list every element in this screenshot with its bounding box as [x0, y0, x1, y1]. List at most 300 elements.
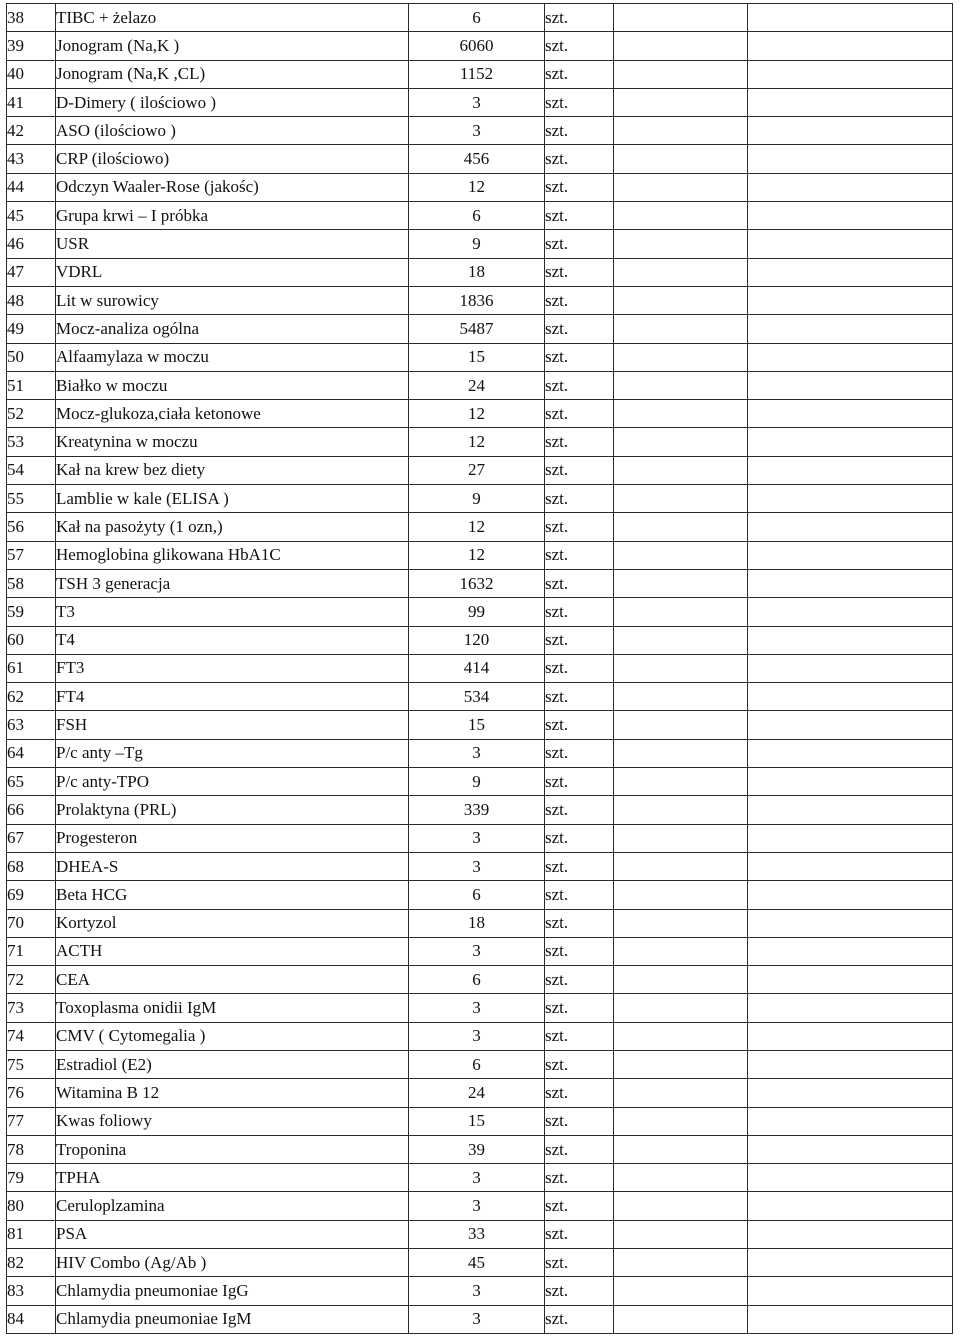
- empty-cell: [614, 1277, 748, 1305]
- unit-cell: szt.: [545, 1277, 614, 1305]
- test-name-cell: VDRL: [56, 258, 409, 286]
- row-number-cell: 74: [7, 1022, 56, 1050]
- row-number-cell: 79: [7, 1164, 56, 1192]
- quantity-cell: 339: [409, 796, 545, 824]
- empty-cell: [748, 145, 953, 173]
- test-name-cell: Beta HCG: [56, 881, 409, 909]
- empty-cell: [614, 173, 748, 201]
- empty-cell: [748, 796, 953, 824]
- unit-cell: szt.: [545, 994, 614, 1022]
- quantity-cell: 99: [409, 598, 545, 626]
- empty-cell: [748, 569, 953, 597]
- empty-cell: [748, 683, 953, 711]
- empty-cell: [614, 598, 748, 626]
- row-number-cell: 63: [7, 711, 56, 739]
- unit-cell: szt.: [545, 683, 614, 711]
- test-name-cell: CMV ( Cytomegalia ): [56, 1022, 409, 1050]
- table-row: [7, 768, 953, 796]
- empty-cell: [614, 315, 748, 343]
- test-name-cell: Kał na pasożyty (1 ozn,): [56, 513, 409, 541]
- unit-cell: szt.: [545, 1135, 614, 1163]
- empty-cell: [614, 966, 748, 994]
- unit-cell: szt.: [545, 654, 614, 682]
- quantity-cell: 27: [409, 456, 545, 484]
- test-name-cell: Estradiol (E2): [56, 1050, 409, 1078]
- quantity-cell: 24: [409, 1079, 545, 1107]
- empty-cell: [748, 711, 953, 739]
- quantity-cell: 15: [409, 343, 545, 371]
- document-page: [6, 3, 952, 1334]
- table-row: [7, 32, 953, 60]
- empty-cell: [614, 739, 748, 767]
- empty-cell: [614, 569, 748, 597]
- empty-cell: [748, 60, 953, 88]
- test-name-cell: ASO (ilościowo ): [56, 117, 409, 145]
- row-number-cell: 62: [7, 683, 56, 711]
- test-name-cell: Jonogram (Na,K ): [56, 32, 409, 60]
- empty-cell: [748, 541, 953, 569]
- unit-cell: szt.: [545, 569, 614, 597]
- empty-cell: [748, 1277, 953, 1305]
- empty-cell: [748, 202, 953, 230]
- empty-cell: [614, 711, 748, 739]
- table-row: [7, 4, 953, 32]
- row-number-cell: 52: [7, 400, 56, 428]
- table-row: [7, 1249, 953, 1277]
- empty-cell: [748, 117, 953, 145]
- unit-cell: szt.: [545, 598, 614, 626]
- row-number-cell: 44: [7, 173, 56, 201]
- empty-cell: [748, 485, 953, 513]
- row-number-cell: 56: [7, 513, 56, 541]
- empty-cell: [748, 1107, 953, 1135]
- row-number-cell: 59: [7, 598, 56, 626]
- table-row: [7, 173, 953, 201]
- test-name-cell: Mocz-glukoza,ciała ketonowe: [56, 400, 409, 428]
- empty-cell: [614, 994, 748, 1022]
- quantity-cell: 15: [409, 1107, 545, 1135]
- test-name-cell: Toxoplasma onidii IgM: [56, 994, 409, 1022]
- table-row: [7, 711, 953, 739]
- quantity-cell: 3: [409, 88, 545, 116]
- empty-cell: [614, 1220, 748, 1248]
- row-number-cell: 54: [7, 456, 56, 484]
- unit-cell: szt.: [545, 32, 614, 60]
- table-row: [7, 909, 953, 937]
- empty-cell: [748, 258, 953, 286]
- empty-cell: [748, 1220, 953, 1248]
- test-name-cell: Kał na krew bez diety: [56, 456, 409, 484]
- empty-cell: [614, 60, 748, 88]
- empty-cell: [748, 315, 953, 343]
- empty-cell: [748, 626, 953, 654]
- test-name-cell: Hemoglobina glikowana HbA1C: [56, 541, 409, 569]
- empty-cell: [614, 1022, 748, 1050]
- table-row: [7, 513, 953, 541]
- empty-cell: [614, 428, 748, 456]
- quantity-cell: 3: [409, 1192, 545, 1220]
- quantity-cell: 414: [409, 654, 545, 682]
- empty-cell: [748, 173, 953, 201]
- unit-cell: szt.: [545, 117, 614, 145]
- test-name-cell: Mocz-analiza ogólna: [56, 315, 409, 343]
- quantity-cell: 1152: [409, 60, 545, 88]
- row-number-cell: 45: [7, 202, 56, 230]
- row-number-cell: 76: [7, 1079, 56, 1107]
- test-name-cell: D-Dimery ( ilościowo ): [56, 88, 409, 116]
- quantity-cell: 9: [409, 230, 545, 258]
- table-row: [7, 485, 953, 513]
- unit-cell: szt.: [545, 768, 614, 796]
- empty-cell: [614, 824, 748, 852]
- empty-cell: [614, 456, 748, 484]
- quantity-cell: 12: [409, 173, 545, 201]
- table-row: [7, 428, 953, 456]
- empty-cell: [748, 966, 953, 994]
- empty-cell: [614, 683, 748, 711]
- quantity-cell: 3: [409, 1277, 545, 1305]
- empty-cell: [748, 937, 953, 965]
- quantity-cell: 3: [409, 824, 545, 852]
- table-row: [7, 881, 953, 909]
- empty-cell: [614, 117, 748, 145]
- empty-cell: [748, 1164, 953, 1192]
- unit-cell: szt.: [545, 60, 614, 88]
- unit-cell: szt.: [545, 456, 614, 484]
- unit-cell: szt.: [545, 286, 614, 314]
- quantity-cell: 1632: [409, 569, 545, 597]
- row-number-cell: 66: [7, 796, 56, 824]
- test-name-cell: T4: [56, 626, 409, 654]
- empty-cell: [614, 1050, 748, 1078]
- unit-cell: szt.: [545, 1022, 614, 1050]
- empty-cell: [614, 258, 748, 286]
- quantity-cell: 6: [409, 881, 545, 909]
- row-number-cell: 43: [7, 145, 56, 173]
- table-row: [7, 1192, 953, 1220]
- table-row: [7, 1050, 953, 1078]
- empty-cell: [614, 145, 748, 173]
- row-number-cell: 83: [7, 1277, 56, 1305]
- row-number-cell: 50: [7, 343, 56, 371]
- quantity-cell: 33: [409, 1220, 545, 1248]
- quantity-cell: 3: [409, 852, 545, 880]
- unit-cell: szt.: [545, 881, 614, 909]
- row-number-cell: 64: [7, 739, 56, 767]
- empty-cell: [614, 371, 748, 399]
- empty-cell: [614, 485, 748, 513]
- unit-cell: szt.: [545, 1305, 614, 1333]
- row-number-cell: 65: [7, 768, 56, 796]
- quantity-cell: 39: [409, 1135, 545, 1163]
- row-number-cell: 47: [7, 258, 56, 286]
- test-name-cell: Białko w moczu: [56, 371, 409, 399]
- row-number-cell: 57: [7, 541, 56, 569]
- empty-cell: [614, 1305, 748, 1333]
- quantity-cell: 3: [409, 1022, 545, 1050]
- empty-cell: [614, 796, 748, 824]
- unit-cell: szt.: [545, 485, 614, 513]
- row-number-cell: 82: [7, 1249, 56, 1277]
- row-number-cell: 72: [7, 966, 56, 994]
- empty-cell: [748, 824, 953, 852]
- row-number-cell: 39: [7, 32, 56, 60]
- test-name-cell: Chlamydia pneumoniae IgG: [56, 1277, 409, 1305]
- test-name-cell: Kortyzol: [56, 909, 409, 937]
- row-number-cell: 71: [7, 937, 56, 965]
- empty-cell: [748, 32, 953, 60]
- test-name-cell: Lit w surowicy: [56, 286, 409, 314]
- quantity-cell: 3: [409, 994, 545, 1022]
- empty-cell: [614, 4, 748, 32]
- table-row: [7, 456, 953, 484]
- unit-cell: szt.: [545, 88, 614, 116]
- empty-cell: [748, 400, 953, 428]
- unit-cell: szt.: [545, 1164, 614, 1192]
- unit-cell: szt.: [545, 1192, 614, 1220]
- table-row: [7, 824, 953, 852]
- table-row: [7, 994, 953, 1022]
- test-name-cell: ACTH: [56, 937, 409, 965]
- quantity-cell: 6: [409, 966, 545, 994]
- unit-cell: szt.: [545, 1107, 614, 1135]
- row-number-cell: 68: [7, 852, 56, 880]
- unit-cell: szt.: [545, 1249, 614, 1277]
- table-row: [7, 1220, 953, 1248]
- empty-cell: [748, 1050, 953, 1078]
- empty-cell: [748, 1079, 953, 1107]
- test-name-cell: Ceruloplzamina: [56, 1192, 409, 1220]
- empty-cell: [614, 768, 748, 796]
- unit-cell: szt.: [545, 315, 614, 343]
- unit-cell: szt.: [545, 824, 614, 852]
- lab-tests-table: [6, 3, 953, 1334]
- empty-cell: [748, 598, 953, 626]
- table-row: [7, 683, 953, 711]
- test-name-cell: FSH: [56, 711, 409, 739]
- row-number-cell: 67: [7, 824, 56, 852]
- empty-cell: [748, 1305, 953, 1333]
- quantity-cell: 24: [409, 371, 545, 399]
- test-name-cell: Jonogram (Na,K ,CL): [56, 60, 409, 88]
- empty-cell: [748, 1135, 953, 1163]
- test-name-cell: Lamblie w kale (ELISA ): [56, 485, 409, 513]
- table-row: [7, 1107, 953, 1135]
- quantity-cell: 9: [409, 768, 545, 796]
- quantity-cell: 3: [409, 739, 545, 767]
- row-number-cell: 80: [7, 1192, 56, 1220]
- empty-cell: [614, 937, 748, 965]
- unit-cell: szt.: [545, 258, 614, 286]
- test-name-cell: DHEA-S: [56, 852, 409, 880]
- empty-cell: [748, 654, 953, 682]
- quantity-cell: 120: [409, 626, 545, 654]
- unit-cell: szt.: [545, 711, 614, 739]
- table-row: [7, 1022, 953, 1050]
- table-row: [7, 371, 953, 399]
- empty-cell: [614, 230, 748, 258]
- empty-cell: [614, 1107, 748, 1135]
- test-name-cell: HIV Combo (Ag/Ab ): [56, 1249, 409, 1277]
- unit-cell: szt.: [545, 852, 614, 880]
- test-name-cell: Kwas foliowy: [56, 1107, 409, 1135]
- unit-cell: szt.: [545, 626, 614, 654]
- table-row: [7, 286, 953, 314]
- test-name-cell: Progesteron: [56, 824, 409, 852]
- empty-cell: [748, 994, 953, 1022]
- row-number-cell: 84: [7, 1305, 56, 1333]
- empty-cell: [748, 513, 953, 541]
- row-number-cell: 55: [7, 485, 56, 513]
- empty-cell: [614, 1164, 748, 1192]
- table-row: [7, 117, 953, 145]
- unit-cell: szt.: [545, 202, 614, 230]
- unit-cell: szt.: [545, 173, 614, 201]
- test-name-cell: Prolaktyna (PRL): [56, 796, 409, 824]
- test-name-cell: FT4: [56, 683, 409, 711]
- quantity-cell: 6: [409, 4, 545, 32]
- empty-cell: [614, 541, 748, 569]
- quantity-cell: 18: [409, 258, 545, 286]
- table-row: [7, 654, 953, 682]
- row-number-cell: 38: [7, 4, 56, 32]
- empty-cell: [748, 286, 953, 314]
- empty-cell: [614, 1135, 748, 1163]
- quantity-cell: 3: [409, 937, 545, 965]
- quantity-cell: 12: [409, 400, 545, 428]
- row-number-cell: 49: [7, 315, 56, 343]
- empty-cell: [748, 1249, 953, 1277]
- test-name-cell: P/c anty –Tg: [56, 739, 409, 767]
- empty-cell: [748, 739, 953, 767]
- row-number-cell: 41: [7, 88, 56, 116]
- unit-cell: szt.: [545, 400, 614, 428]
- table-row: [7, 88, 953, 116]
- empty-cell: [748, 768, 953, 796]
- empty-cell: [748, 4, 953, 32]
- test-name-cell: Kreatynina w moczu: [56, 428, 409, 456]
- quantity-cell: 45: [409, 1249, 545, 1277]
- empty-cell: [748, 1022, 953, 1050]
- empty-cell: [748, 881, 953, 909]
- quantity-cell: 5487: [409, 315, 545, 343]
- quantity-cell: 6: [409, 1050, 545, 1078]
- table-row: [7, 541, 953, 569]
- table-row: [7, 315, 953, 343]
- quantity-cell: 18: [409, 909, 545, 937]
- table-row: [7, 258, 953, 286]
- table-row: [7, 1164, 953, 1192]
- test-name-cell: CEA: [56, 966, 409, 994]
- empty-cell: [614, 654, 748, 682]
- unit-cell: szt.: [545, 4, 614, 32]
- unit-cell: szt.: [545, 145, 614, 173]
- quantity-cell: 12: [409, 513, 545, 541]
- test-name-cell: TPHA: [56, 1164, 409, 1192]
- table-row: [7, 230, 953, 258]
- empty-cell: [614, 286, 748, 314]
- test-name-cell: Witamina B 12: [56, 1079, 409, 1107]
- row-number-cell: 61: [7, 654, 56, 682]
- row-number-cell: 46: [7, 230, 56, 258]
- test-name-cell: Grupa krwi – I próbka: [56, 202, 409, 230]
- unit-cell: szt.: [545, 541, 614, 569]
- row-number-cell: 53: [7, 428, 56, 456]
- table-row: [7, 145, 953, 173]
- row-number-cell: 75: [7, 1050, 56, 1078]
- row-number-cell: 78: [7, 1135, 56, 1163]
- row-number-cell: 40: [7, 60, 56, 88]
- row-number-cell: 42: [7, 117, 56, 145]
- empty-cell: [748, 456, 953, 484]
- row-number-cell: 51: [7, 371, 56, 399]
- quantity-cell: 1836: [409, 286, 545, 314]
- test-name-cell: P/c anty-TPO: [56, 768, 409, 796]
- table-row: [7, 598, 953, 626]
- row-number-cell: 77: [7, 1107, 56, 1135]
- table-row: [7, 796, 953, 824]
- test-name-cell: FT3: [56, 654, 409, 682]
- unit-cell: szt.: [545, 428, 614, 456]
- empty-cell: [614, 88, 748, 116]
- empty-cell: [748, 852, 953, 880]
- table-row: [7, 1305, 953, 1333]
- test-name-cell: Chlamydia pneumoniae IgM: [56, 1305, 409, 1333]
- unit-cell: szt.: [545, 739, 614, 767]
- unit-cell: szt.: [545, 796, 614, 824]
- empty-cell: [614, 513, 748, 541]
- row-number-cell: 70: [7, 909, 56, 937]
- test-name-cell: TSH 3 generacja: [56, 569, 409, 597]
- row-number-cell: 81: [7, 1220, 56, 1248]
- empty-cell: [748, 428, 953, 456]
- unit-cell: szt.: [545, 371, 614, 399]
- table-row: [7, 739, 953, 767]
- quantity-cell: 15: [409, 711, 545, 739]
- table-row: [7, 1135, 953, 1163]
- table-row: [7, 343, 953, 371]
- quantity-cell: 3: [409, 1305, 545, 1333]
- unit-cell: szt.: [545, 937, 614, 965]
- table-row: [7, 937, 953, 965]
- empty-cell: [748, 371, 953, 399]
- quantity-cell: 6: [409, 202, 545, 230]
- table-row: [7, 569, 953, 597]
- empty-cell: [614, 32, 748, 60]
- test-name-cell: TIBC + żelazo: [56, 4, 409, 32]
- empty-cell: [748, 230, 953, 258]
- empty-cell: [748, 909, 953, 937]
- empty-cell: [614, 909, 748, 937]
- unit-cell: szt.: [545, 909, 614, 937]
- test-name-cell: USR: [56, 230, 409, 258]
- empty-cell: [614, 343, 748, 371]
- quantity-cell: 12: [409, 428, 545, 456]
- table-row: [7, 626, 953, 654]
- table-row: [7, 1079, 953, 1107]
- quantity-cell: 456: [409, 145, 545, 173]
- unit-cell: szt.: [545, 230, 614, 258]
- row-number-cell: 48: [7, 286, 56, 314]
- table-row: [7, 1277, 953, 1305]
- test-name-cell: T3: [56, 598, 409, 626]
- quantity-cell: 12: [409, 541, 545, 569]
- test-name-cell: Odczyn Waaler-Rose (jakośc): [56, 173, 409, 201]
- test-name-cell: Troponina: [56, 1135, 409, 1163]
- empty-cell: [748, 343, 953, 371]
- quantity-cell: 9: [409, 485, 545, 513]
- test-name-cell: Alfaamylaza w moczu: [56, 343, 409, 371]
